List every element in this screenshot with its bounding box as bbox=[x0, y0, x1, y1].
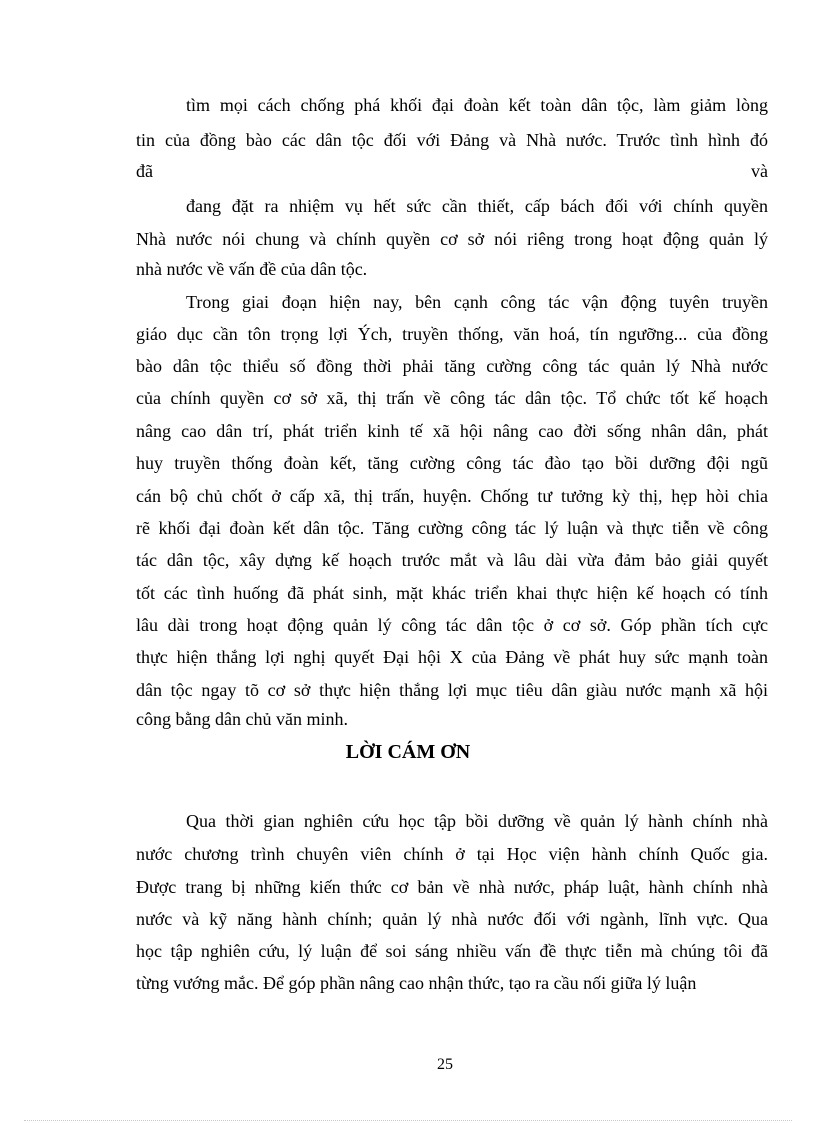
paragraph2-line: cán bộ chủ chốt ở cấp xã, thị trấn, huyện. Chống tư tưởng kỳ thị, hẹp hòi chia bbox=[136, 486, 768, 506]
paragraph2-line: rẽ khối đại đoàn kết dân tộc. Tăng cường công tác lý luận và thực tiễn về công bbox=[136, 518, 768, 538]
paragraph1-line: đang đặt ra nhiệm vụ hết sức cần thiết, cấp bách đối với chính quyền bbox=[186, 196, 768, 216]
paragraph2-line: công bằng dân chủ văn minh. bbox=[136, 709, 348, 729]
page-number: 25 bbox=[437, 1056, 453, 1073]
paragraph2-line: Trong giai đoạn hiện nay, bên cạnh công tác vận động tuyên truyền bbox=[186, 292, 768, 312]
section-heading: LỜI CÁM ƠN bbox=[345, 741, 471, 763]
paragraph1-line: tin của đồng bào các dân tộc đối với Đảng và Nhà nước. Trước tình hình đó bbox=[136, 130, 768, 150]
paragraph2-line: nâng cao dân trí, phát triển kinh tế xã hội nâng cao đời sống nhân dân, phát bbox=[136, 421, 768, 441]
paragraph3-line: nước chương trình chuyên viên chính ở tại Học viện hành chính Quốc gia. bbox=[136, 844, 768, 864]
paragraph1-line: tìm mọi cách chống phá khối đại đoàn kết toàn dân tộc, làm giảm lòng bbox=[186, 95, 768, 115]
paragraph1-line: Nhà nước nói chung và chính quyền cơ sở nói riêng trong hoạt động quản lý bbox=[136, 229, 768, 249]
paragraph2-line: lâu dài trong hoạt động quản lý công tác dân tộc ở cơ sở. Góp phần tích cực bbox=[136, 615, 768, 635]
paragraph3-line: học tập nghiên cứu, lý luận để soi sáng nhiều vấn đề thực tiễn mà chúng tôi đã bbox=[136, 941, 768, 961]
paragraph1-line: nhà nước về vấn đề của dân tộc. bbox=[136, 259, 368, 279]
page-bottom-divider bbox=[24, 1120, 792, 1121]
paragraph2-line: tốt các tình huống đã phát sinh, mặt khác triển khai thực hiện kế hoạch có tính bbox=[136, 583, 768, 603]
paragraph3-line: từng vướng mắc. Để góp phần nâng cao nhận thức, tạo ra cầu nối giữa lý luận bbox=[136, 973, 697, 993]
paragraph2-line: tác dân tộc, xây dựng kế hoạch trước mắt và lâu dài vừa đảm bảo giải quyết bbox=[136, 550, 768, 570]
paragraph1-line bbox=[136, 158, 768, 184]
paragraph2-line: bào dân tộc thiểu số đồng thời phải tăng cường công tác quản lý Nhà nước bbox=[136, 356, 768, 376]
paragraph3-line: Qua thời gian nghiên cứu học tập bồi dưỡng về quản lý hành chính nhà bbox=[186, 811, 768, 831]
paragraph3-line: nước và kỹ năng hành chính; quản lý nhà nước đối với ngành, lĩnh vực. Qua bbox=[136, 909, 768, 929]
paragraph1-word: đã bbox=[136, 161, 153, 181]
paragraph2-line: của chính quyền cơ sở xã, thị trấn về công tác dân tộc. Tổ chức tốt kế hoạch bbox=[136, 388, 768, 408]
paragraph2-line: thực hiện thắng lợi nghị quyết Đại hội X của Đảng về phát huy sức mạnh toàn bbox=[136, 647, 768, 667]
paragraph2-line: huy truyền thống đoàn kết, tăng cường công tác đào tạo bồi dưỡng đội ngũ bbox=[136, 453, 768, 473]
paragraph1-word: và bbox=[751, 161, 768, 181]
paragraph3-line: Được trang bị những kiến thức cơ bản về nhà nước, pháp luật, hành chính nhà bbox=[136, 877, 768, 897]
paragraph2-line: dân tộc ngay tõ cơ sở thực hiện thắng lợi mục tiêu dân giàu nước mạnh xã hội bbox=[136, 680, 768, 700]
paragraph2-line: giáo dục cần tôn trọng lợi Ých, truyền thống, văn hoá, tín ngưỡng... của đồng bbox=[136, 324, 768, 344]
